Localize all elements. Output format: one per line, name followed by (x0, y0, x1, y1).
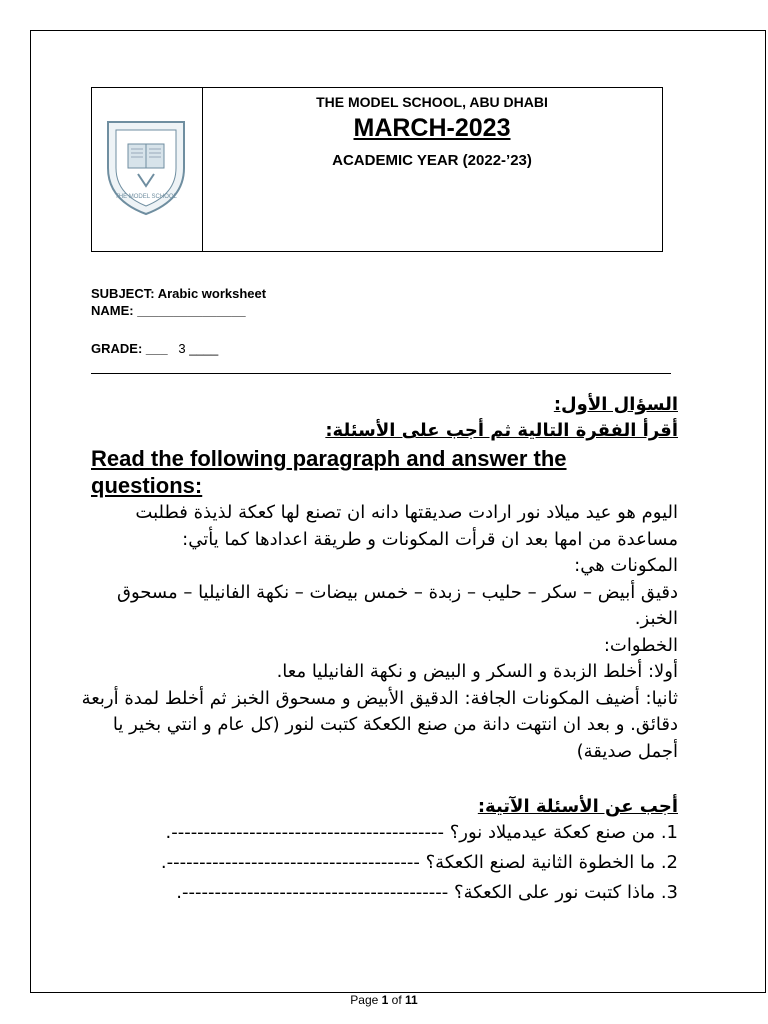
paragraph-line: اليوم هو عيد ميلاد نور ارادت صديقتها دانه ان تصنع لها كعكة لذيذة فطلبت (135, 502, 678, 523)
instruction-ar: أقرأ الفقرة التالية ثم أجب على الأسئلة: (325, 420, 678, 441)
grade-line (91, 341, 218, 356)
exam-month: MARCH-2023 (353, 114, 511, 142)
academic-year: ACADEMIC YEAR (2022-’23) (332, 152, 532, 169)
of-label: of (388, 993, 406, 1007)
instruction-en: Read the following paragraph and answer the questions: (91, 446, 567, 498)
question1-title: السؤال الأول: (553, 394, 678, 415)
header-box (91, 87, 663, 252)
subject-line (91, 286, 266, 301)
page-total: 11 (405, 993, 418, 1007)
question-item: 2. ما الخطوة الثانية لصنع الكعكة؟ ---------------------------------------. (160, 852, 678, 873)
logo-cell (92, 88, 203, 251)
paragraph-line: دقيق أبيض – سكر – حليب – زبدة – خمس بيضات – نكهة الفانيليا – مسحوق (117, 582, 678, 603)
page-footer (0, 993, 768, 1007)
question-item: 1. من صنع كعكة عيدميلاد نور؟ ------------------------------------------. (165, 822, 678, 843)
page-label: Page (350, 993, 382, 1007)
name-line: NAME: _______________ (91, 303, 246, 318)
grade-label: GRADE: ___ (91, 341, 168, 356)
paragraph-line: دقائق. و بعد ان انتهت دانة من صنع الكعكة كتبت لنور (كل عام و انتي بخير يا (112, 714, 678, 735)
question-item: 3. ماذا كتبت نور على الكعكة؟ -----------------------------------------. (176, 882, 678, 903)
paragraph-line: أجمل صديقة) (576, 741, 678, 762)
paragraph-line: الخبز. (634, 608, 678, 629)
paragraph-line: أولا: أخلط الزبدة و السكر و البيض و نكهة الفانيليا معا. (276, 661, 678, 682)
school-name: THE MODEL SCHOOL, ABU DHABI (316, 94, 548, 110)
subject-value: Arabic worksheet (154, 286, 267, 301)
questions-title: أجب عن الأسئلة الآتية: (477, 796, 678, 817)
subject-label: SUBJECT: (91, 286, 155, 301)
svg-text:THE MODEL SCHOOL: THE MODEL SCHOOL (115, 194, 177, 200)
paragraph-line: ثانيا: أضيف المكونات الجافة: الدقيق الأبيض و مسحوق الخبز ثم أخلط لمدة أربعة (81, 688, 678, 709)
page-number: 1 (381, 993, 389, 1007)
paragraph-line: الخطوات: (603, 635, 678, 656)
school-crest-logo (104, 118, 188, 216)
paragraph-line: مساعدة من امها بعد ان قرأت المكونات و طريقة اعدادها كما يأتي: (182, 529, 678, 550)
divider-line (91, 373, 671, 374)
grade-value: 3 ____ (167, 341, 219, 356)
paragraph-line: المكونات هي: (574, 555, 678, 576)
